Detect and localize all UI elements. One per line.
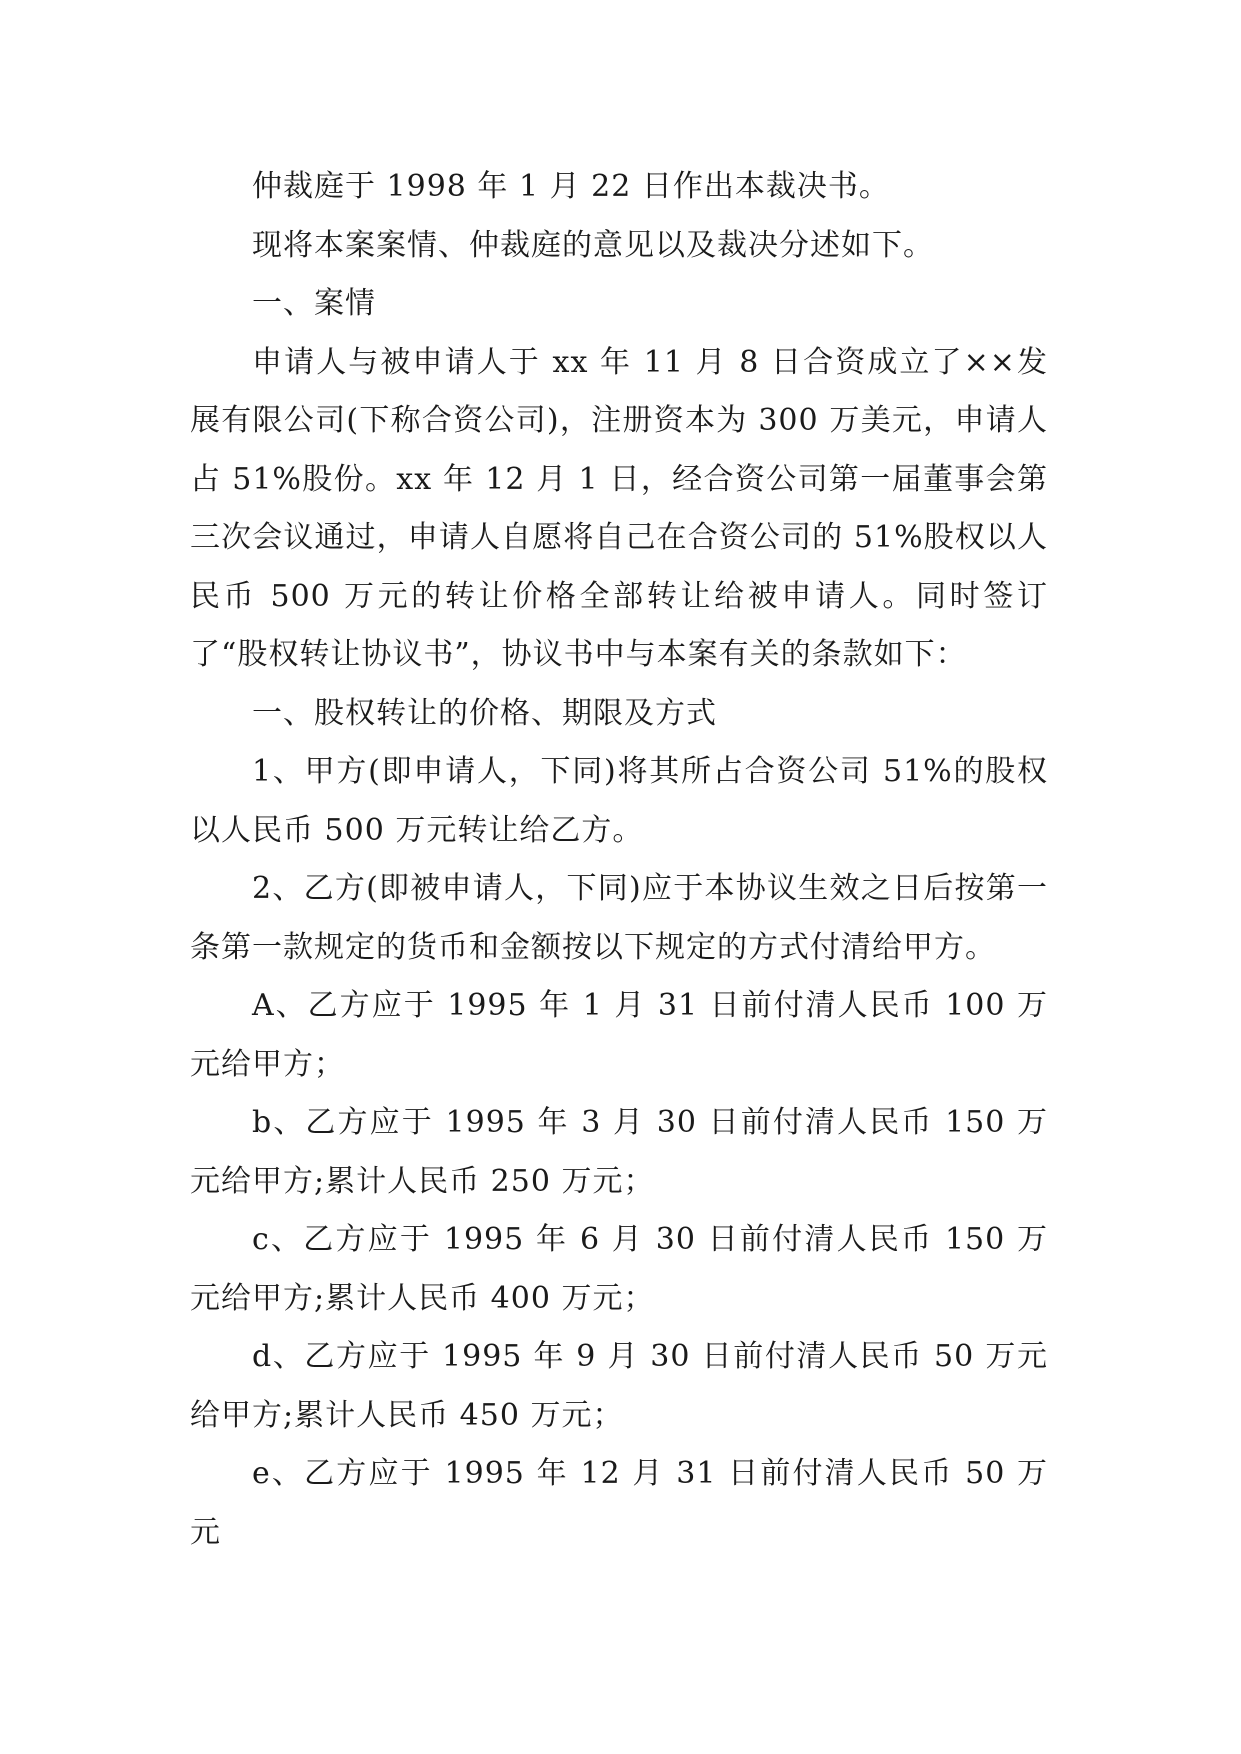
- paragraph-intro: 现将本案案情、仲裁庭的意见以及裁决分述如下。: [252, 227, 934, 263]
- clause-item-2: 2、乙方(即被申请人，下同)应于本协议生效之日后按第一条第一款规定的货币和金额按以下规定的方式付清给甲方。: [190, 871, 1048, 965]
- clause-heading-price-term-method: 一、股权转让的价格、期限及方式: [252, 695, 717, 731]
- payment-item-b: b、乙方应于 1995 年 3 月 30 日前付清人民币 150 万元给甲方;累计人民币 250 万元；: [190, 1105, 1048, 1199]
- clause-item-1: 1、甲方(即申请人，下同)将其所占合资公司 51%的股权以人民币 500 万元转让给乙方。: [190, 754, 1048, 848]
- paragraph-case-facts: 申请人与被申请人于 xx 年 11 月 8 日合资成立了××发展有限公司(下称合资公司)，注册资本为 300 万美元，申请人占 51%股份。xx 年 12 月 1 日，经合资公司第一届董事会第三次会议通过，申请人自愿将自己在合资公司的 51%股权以人民币 500 万元的转让价格全部转让给被申请人。同时签订了“股权转让协议书”，协议书中与本案有关的条款如下：: [190, 344, 1048, 672]
- document-body: [190, 158, 1048, 1562]
- payment-item-c: c、乙方应于 1995 年 6 月 30 日前付清人民币 150 万元给甲方;累计人民币 400 万元；: [190, 1222, 1048, 1316]
- payment-item-e: e、乙方应于 1995 年 12 月 31 日前付清人民币 50 万元: [190, 1456, 1048, 1550]
- paragraph-award-date: 仲裁庭于 1998 年 1 月 22 日作出本裁决书。: [252, 169, 890, 204]
- section-heading-case: 一、案情: [252, 286, 376, 321]
- payment-item-d: d、乙方应于 1995 年 9 月 30 日前付清人民币 50 万元给甲方;累计人民币 450 万元；: [190, 1339, 1048, 1433]
- payment-item-a: A、乙方应于 1995 年 1 月 31 日前付清人民币 100 万元给甲方；: [190, 988, 1048, 1082]
